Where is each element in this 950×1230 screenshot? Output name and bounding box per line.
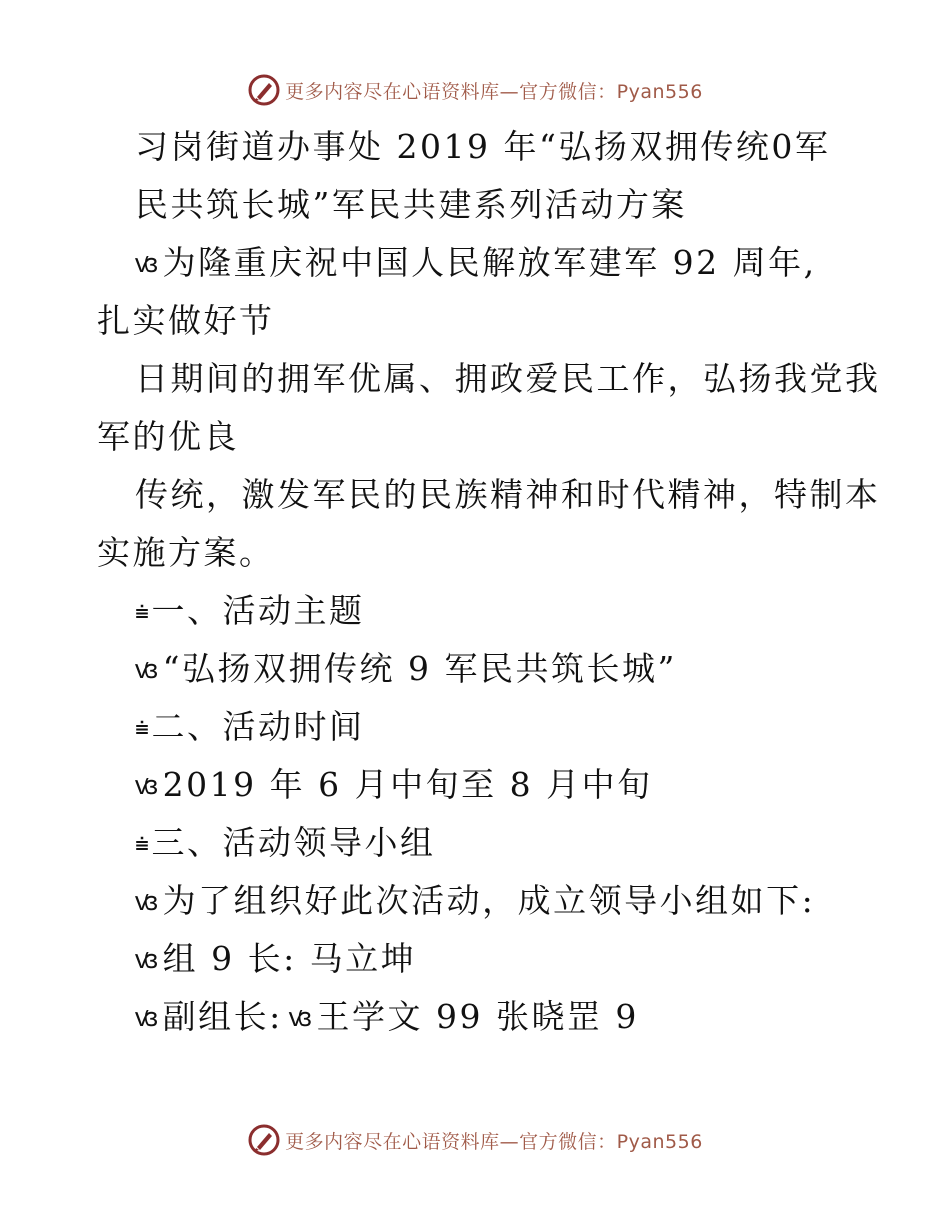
title-line-2: 民共筑长城”军民共建系列活动方案 <box>135 185 687 224</box>
heading-dash-icon: ⩧ <box>135 714 152 742</box>
swirl-bullet-icon: ꟃ <box>135 771 161 801</box>
banner-text: 更多内容尽在心语资料库—官方微信：Pyan556 <box>285 1130 703 1153</box>
heading-dash-icon: ⩧ <box>135 598 152 626</box>
footer-banner <box>0 1120 950 1160</box>
swirl-bullet-icon: ꟃ <box>135 1003 161 1033</box>
title-line-1: 习岗街道办事处 2019 年“弘扬双拥传统0军 <box>135 127 831 166</box>
paragraph-intro-line-2: 扎实做好节 <box>97 301 275 340</box>
swirl-bullet-icon: ꟃ <box>135 887 161 917</box>
deputy-leader-line: ꟃ副组长: ꟃ王学文 99 张晓罡 9 <box>135 988 639 1046</box>
pen-logo-icon <box>247 73 281 107</box>
swirl-bullet-icon: ꟃ <box>135 655 161 685</box>
paragraph-intro-line-6: 实施方案。 <box>97 533 275 572</box>
section-heading-time: ⩧二、活动时间 <box>135 698 365 756</box>
swirl-bullet-icon: ꟃ <box>135 945 161 975</box>
paragraph-intro-line-1: ꟃ为隆重庆祝中国人民解放军建军 92 周年, <box>135 234 817 292</box>
section-heading-leadership: ⩧三、活动领导小组 <box>135 814 436 872</box>
header-banner <box>0 70 950 110</box>
swirl-bullet-icon: ꟃ <box>135 249 161 279</box>
swirl-bullet-icon: ꟃ <box>288 1003 315 1033</box>
leader-line: ꟃ组 9 长: 马立坤 <box>135 930 416 988</box>
paragraph-intro-line-5: 传统，激发军民的民族精神和时代精神，特制本 <box>135 475 881 514</box>
section-heading-theme: ⩧一、活动主题 <box>135 582 365 640</box>
theme-text: ꟃ“弘扬双拥传统 9 军民共筑长城” <box>135 640 677 698</box>
heading-dash-icon: ⩧ <box>135 830 152 858</box>
banner-text: 更多内容尽在心语资料库—官方微信：Pyan556 <box>285 80 703 103</box>
leadership-intro: ꟃ为了组织好此次活动，成立领导小组如下: <box>135 872 815 930</box>
paragraph-intro-line-3: 日期间的拥军优属、拥政爱民工作，弘扬我党我 <box>135 359 881 398</box>
time-text: ꟃ2019 年 6 月中旬至 8 月中旬 <box>135 756 653 814</box>
paragraph-intro-line-4: 军的优良 <box>97 417 239 456</box>
pen-logo-icon <box>247 1123 281 1157</box>
